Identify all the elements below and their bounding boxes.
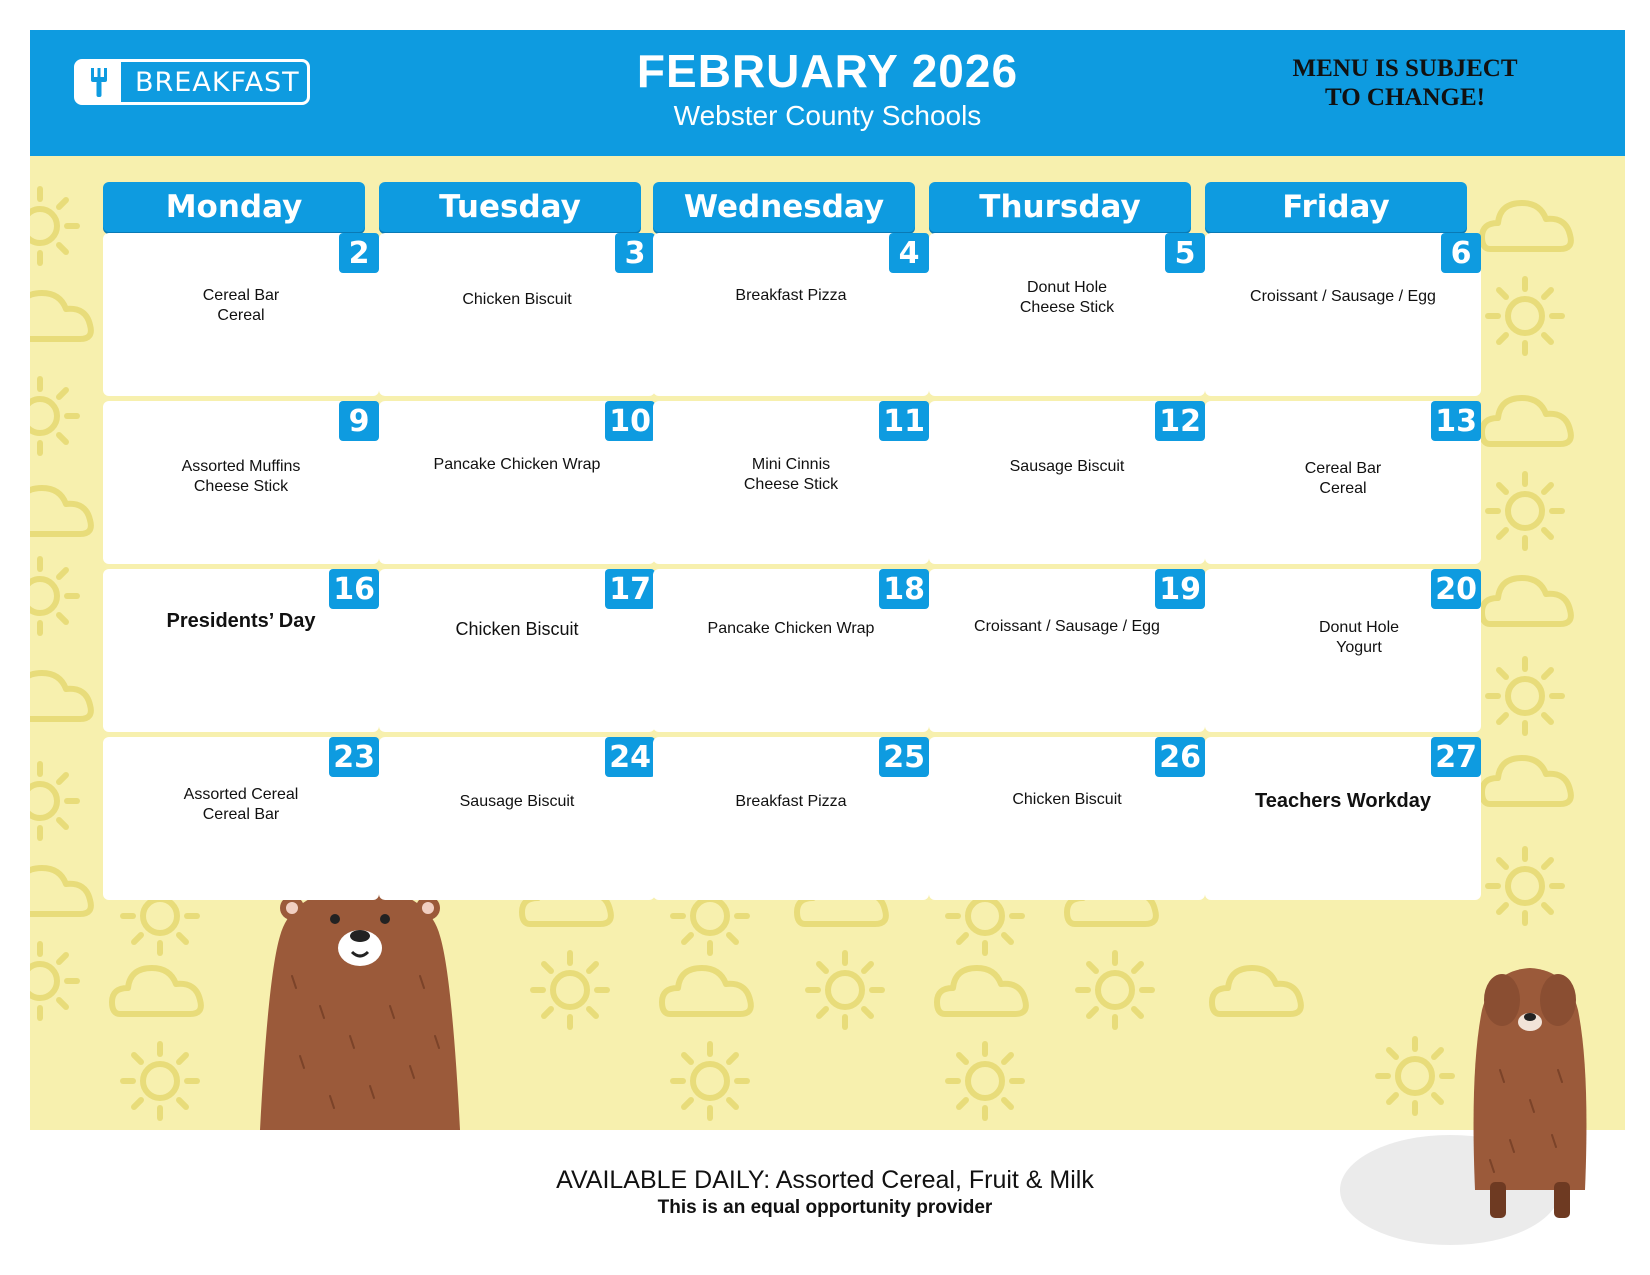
day-cell xyxy=(1205,401,1481,564)
date-badge: 16 xyxy=(329,569,379,609)
date-badge: 5 xyxy=(1165,233,1205,273)
menu-item: Assorted Muffins Cheese Stick xyxy=(181,458,301,495)
day-header-wednesday: Wednesday xyxy=(653,182,915,232)
date-badge: 11 xyxy=(879,401,929,441)
day-cell xyxy=(103,737,379,900)
menu-item: Croissant / Sausage / Egg xyxy=(974,618,1160,635)
day-header-friday: Friday xyxy=(1205,182,1467,232)
date-badge: 26 xyxy=(1155,737,1205,777)
date-badge: 25 xyxy=(879,737,929,777)
menu-item: Breakfast Pizza xyxy=(735,287,847,304)
date-badge: 18 xyxy=(879,569,929,609)
date-badge: 3 xyxy=(615,233,655,273)
menu-item: Sausage Biscuit xyxy=(1009,458,1125,475)
menu-item: Donut Hole Cheese Stick xyxy=(1019,279,1115,316)
header-bar xyxy=(30,30,1625,156)
day-cell xyxy=(103,233,379,396)
menu-item: Cereal Bar Cereal xyxy=(1304,460,1382,497)
menu-item: Pancake Chicken Wrap xyxy=(433,456,601,473)
day-cell xyxy=(929,401,1205,564)
holiday-label: Presidents’ Day xyxy=(166,610,316,632)
menu-item: Donut Hole Yogurt xyxy=(1318,619,1400,656)
date-badge: 20 xyxy=(1431,569,1481,609)
day-cell xyxy=(1205,569,1481,732)
available-daily-note: AVAILABLE DAILY: Assorted Cereal, Fruit & Milk xyxy=(556,1166,1094,1194)
menu-item: Mini Cinnis Cheese Stick xyxy=(743,456,839,493)
day-cell xyxy=(929,737,1205,900)
date-badge: 23 xyxy=(329,737,379,777)
breakfast-label: BREAKFAST xyxy=(135,66,300,98)
day-cell xyxy=(379,737,655,900)
date-badge: 24 xyxy=(605,737,655,777)
menu-item: Chicken Biscuit xyxy=(455,619,579,639)
groundhog-left-illustration xyxy=(260,886,460,1130)
day-cell xyxy=(929,569,1205,732)
menu-item: Breakfast Pizza xyxy=(735,793,847,810)
day-cell xyxy=(103,401,379,564)
school-name: Webster County Schools xyxy=(673,100,982,131)
date-badge: 19 xyxy=(1155,569,1205,609)
day-cell xyxy=(103,569,379,732)
day-cell xyxy=(929,233,1205,396)
date-badge: 13 xyxy=(1431,401,1481,441)
day-cell xyxy=(379,569,655,732)
date-badge: 6 xyxy=(1441,233,1481,273)
menu-item: Assorted Cereal Cereal Bar xyxy=(183,786,299,823)
day-cell xyxy=(379,233,655,396)
page-title: FEBRUARY 2026 xyxy=(636,45,1019,97)
notice-line-2: TO CHANGE! xyxy=(1325,84,1485,111)
menu-item: Cereal Bar Cereal xyxy=(202,287,280,324)
date-badge: 17 xyxy=(605,569,655,609)
day-cell xyxy=(379,401,655,564)
day-header-tuesday: Tuesday xyxy=(379,182,641,232)
date-badge: 9 xyxy=(339,401,379,441)
day-cell xyxy=(653,737,929,900)
notice-line-1: MENU IS SUBJECT xyxy=(1292,55,1518,82)
equal-opportunity-statement: This is an equal opportunity provider xyxy=(657,1197,993,1218)
menu-item: Chicken Biscuit xyxy=(462,291,572,308)
date-badge: 12 xyxy=(1155,401,1205,441)
day-cell xyxy=(653,233,929,396)
menu-item: Sausage Biscuit xyxy=(459,793,575,810)
date-badge: 4 xyxy=(889,233,929,273)
day-cell xyxy=(653,401,929,564)
day-header-monday: Monday xyxy=(103,182,365,232)
menu-item: Chicken Biscuit xyxy=(1012,791,1122,808)
day-cell xyxy=(1205,737,1481,900)
workday-label: Teachers Workday xyxy=(1254,790,1431,812)
day-header-thursday: Thursday xyxy=(929,182,1191,232)
day-cell xyxy=(653,569,929,732)
day-cell xyxy=(1205,233,1481,396)
date-badge: 10 xyxy=(605,401,655,441)
date-badge: 2 xyxy=(339,233,379,273)
subject-to-change-notice xyxy=(1270,54,1540,112)
menu-item: Croissant / Sausage / Egg xyxy=(1250,288,1436,305)
menu-item: Pancake Chicken Wrap xyxy=(707,620,875,637)
date-badge: 27 xyxy=(1431,737,1481,777)
